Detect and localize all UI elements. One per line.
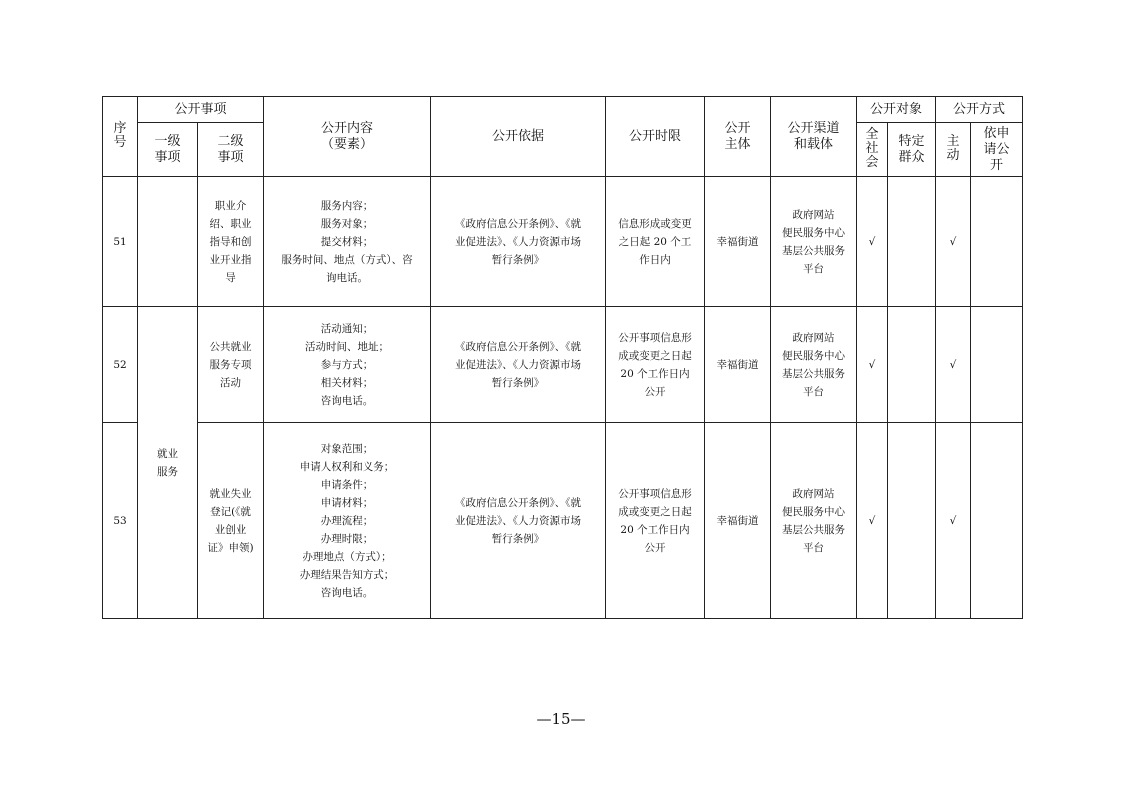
group-label: 就业 服务 [138,307,198,619]
header-audience: 公开对象 [857,97,936,123]
row-active: √ [936,307,971,423]
header-subject: 公开 主体 [705,97,771,177]
header-items: 公开事项 [138,97,264,123]
row-subject: 幸福街道 [705,423,771,619]
row-channel: 政府网站 便民服务中心 基层公共服务 平台 [771,423,857,619]
row-basis: 《政府信息公开条例》、《就 业促进法》、《人力资源市场 暂行条例》 [431,177,606,307]
row-on-request [971,307,1023,423]
table-row [103,423,1023,619]
header-active: 主 动 [936,123,971,177]
row-specific [888,423,936,619]
row-content: 对象范围； 申请人权利和义务； 申请条件； 申请材料； 办理流程； 办理时限； 办理地点（方式）； 办理结果告知方式； 咨询电话。 [264,423,431,619]
row-all-society: √ [857,423,888,619]
header-on-request: 依申 请公 开 [971,123,1023,177]
row-active: √ [936,177,971,307]
row-content: 服务内容； 服务对象； 提交材料； 服务时间、地点（方式）、咨 询电话。 [264,177,431,307]
header-seq: 序 号 [103,97,138,177]
disclosure-table [102,96,1023,619]
page-number: —15— [536,710,586,728]
header-level2: 二级 事项 [198,123,264,177]
header-method: 公开方式 [936,97,1023,123]
level1-cell-empty [138,177,198,307]
row-on-request [971,423,1023,619]
row-specific [888,307,936,423]
row-channel: 政府网站 便民服务中心 基层公共服务 平台 [771,177,857,307]
row-seq: 51 [103,177,138,307]
table-row [103,307,1023,423]
row-all-society: √ [857,307,888,423]
row-seq: 52 [103,307,138,423]
header-content: 公开内容 （要素） [264,97,431,177]
header-all-society: 全 社 会 [857,123,888,177]
row-active: √ [936,423,971,619]
row-content: 活动通知； 活动时间、地址； 参与方式； 相关材料； 咨询电话。 [264,307,431,423]
row-time-limit: 公开事项信息形 成或变更之日起 20 个工作日内 公开 [606,423,705,619]
header-specific: 特定 群众 [888,123,936,177]
header-channel: 公开渠道 和载体 [771,97,857,177]
header-level1: 一级 事项 [138,123,198,177]
row-subject: 幸福街道 [705,307,771,423]
row-level2: 就业失业 登记(《就 业创业 证》申领) [198,423,264,619]
row-basis: 《政府信息公开条例》、《就 业促进法》、《人力资源市场 暂行条例》 [431,423,606,619]
row-on-request [971,177,1023,307]
row-all-society: √ [857,177,888,307]
row-channel: 政府网站 便民服务中心 基层公共服务 平台 [771,307,857,423]
row-level2: 公共就业 服务专项 活动 [198,307,264,423]
row-time-limit: 公开事项信息形 成或变更之日起 20 个工作日内 公开 [606,307,705,423]
row-seq: 53 [103,423,138,619]
header-time-limit: 公开时限 [606,97,705,177]
header-basis: 公开依据 [431,97,606,177]
table-row [103,177,1023,307]
row-time-limit: 信息形成或变更 之日起 20 个工 作日内 [606,177,705,307]
row-level2: 职业介 绍、职业 指导和创 业开业指 导 [198,177,264,307]
row-basis: 《政府信息公开条例》、《就 业促进法》、《人力资源市场 暂行条例》 [431,307,606,423]
row-subject: 幸福街道 [705,177,771,307]
row-specific [888,177,936,307]
